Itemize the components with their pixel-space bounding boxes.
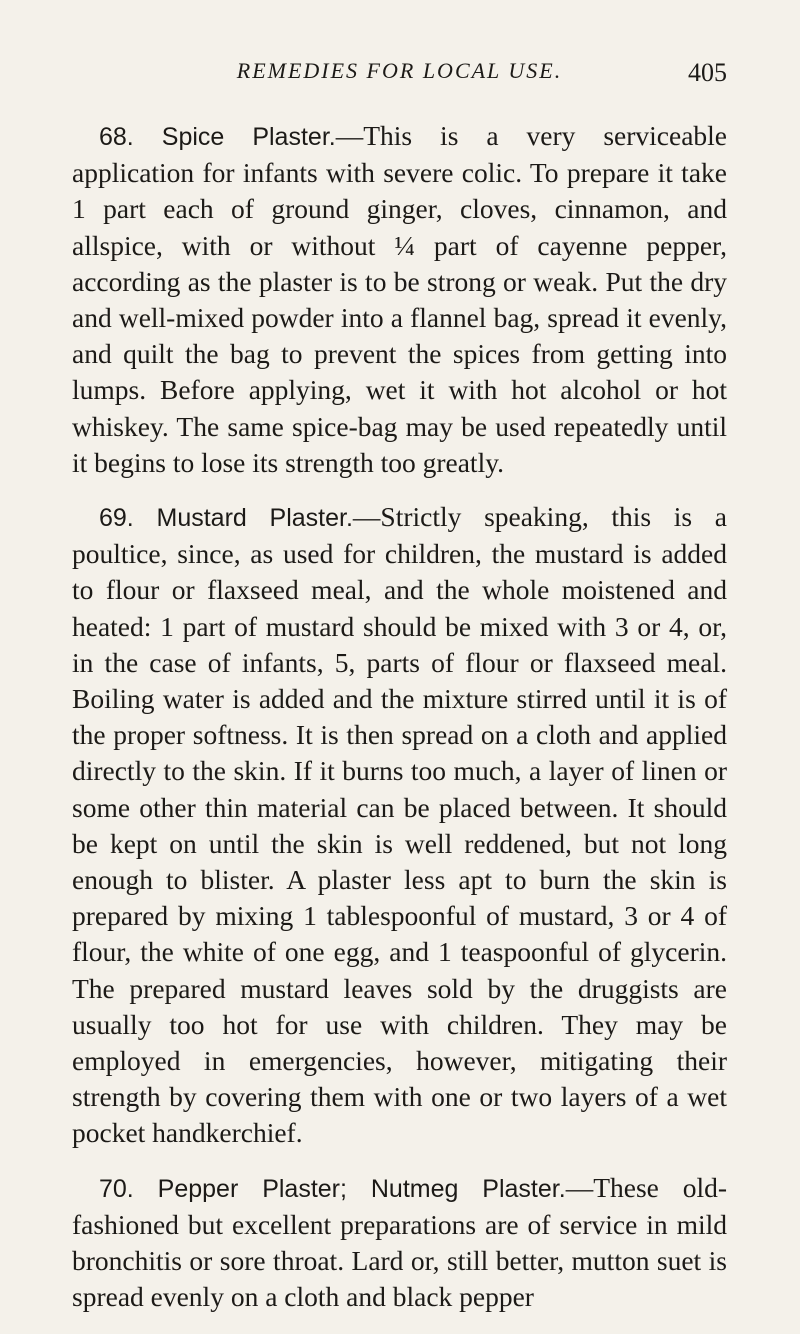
entry-title: 69. Mustard Plaster.	[99, 504, 353, 533]
entry-mustard-plaster	[72, 499, 727, 1152]
entry-text: —These old-fashioned but excellent preparations are of service in mild bronchitis or sore throat. Lard or, still better, mutton suet is spread evenly on a cloth and black pepper	[72, 1171, 727, 1313]
running-head: REMEDIES FOR LOCAL USE.	[236, 58, 563, 83]
entry-text: —This is a very serviceable application for infants with severe colic. To prepare it take 1 part each of ground ginger, cloves, cinnamon, and allspice, with or without ¼ part of cayenne pepper, according as the plaster is to be strong or weak. Put the dry and well-mixed powder into a flannel bag, spread it evenly, and quilt the bag to prevent the spices from getting into lumps. Before applying, wet it with hot alcohol or hot whiskey. The same spice-bag may be used repeatedly until it begins to lose its strength too greatly.	[72, 120, 727, 478]
body-text	[72, 118, 727, 1334]
entry-title: 70. Pepper Plaster; Nutmeg Plaster.	[99, 1174, 566, 1203]
entry-title: 68. Spice Plaster.	[99, 123, 336, 151]
page-header	[72, 58, 727, 98]
page-number: 405	[688, 58, 727, 87]
entry-text: —Strictly speaking, this is a poultice, since, as used for children, the mustard is added to flour or flaxseed meal, and the whole moistened and heated: 1 part of mustard should be mixed with 3 or 4, or, in the case of infants, 5, parts of flour or flaxseed meal. Boiling water is added and the mixture stirred until it is of the proper softness. It is then spread on a cloth and applied directly to the skin. If it burns too much, a layer of linen or some other thin material can be placed between. It should be kept on until the skin is well reddened, but not long enough to blister. A plaster less apt to burn the skin is prepared by mixing 1 tablespoonful of mustard, 3 or 4 of flour, the white of one egg, and 1 teaspoonful of glycerin. The prepared mustard leaves sold by the druggists are usually too hot for use with children. They may be employed in emergencies, however, mitigating their strength by covering them with one or two layers of a wet pocket handkerchief.	[72, 501, 727, 1149]
entry-pepper-nutmeg-plaster	[72, 1170, 727, 1316]
entry-spice-plaster	[72, 118, 727, 481]
